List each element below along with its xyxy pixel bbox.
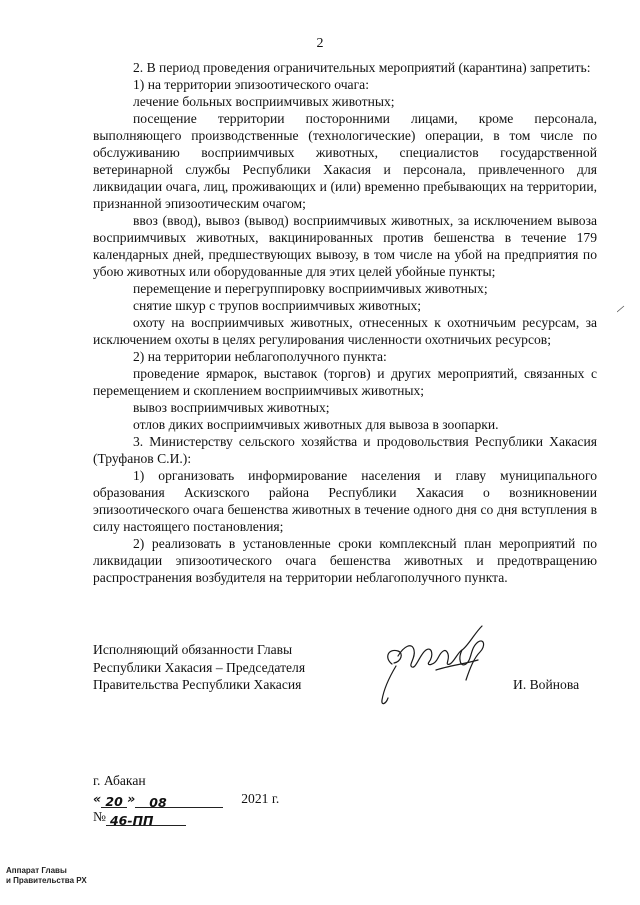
- number-value: 46-ПП: [106, 812, 186, 826]
- place-date-block: [93, 772, 279, 826]
- document-body: [93, 59, 597, 586]
- date-line: [93, 790, 279, 808]
- date-close-quote: »: [127, 791, 136, 806]
- signatory-title-line: Республики Хакасия – Председателя: [93, 659, 306, 675]
- paragraph: посещение территории посторонними лицами, кроме персонала, выполняющего производственные (технологические) операции, в том числе по обслуживанию восприимчивых животных, специалистов государственной ветеринарной службы Республики Хакасия и персонала, привлеченного для ликвидации очага, лиц, проживающих и (или) временно пребывающих на территории, признанной эпизоотическим очагом;: [93, 111, 597, 211]
- signatory-title-line: Правительства Республики Хакасия: [93, 677, 302, 692]
- paragraph: 1) организовать информирование населения и главу муниципального образования Аскизского района Республики Хакасия о возникновении эпизоотического очага бешенства животных в течение одного дня со дня вступления в силу настоящего постановления;: [93, 468, 597, 534]
- paragraph: 2) реализовать в установленные сроки комплексный план мероприятий по ликвидации эпизоотического очага бешенства животных и предотвращению распространения возбудителя на территории неблагополучного пункта.: [93, 536, 597, 585]
- paragraph: лечение больных восприимчивых животных;: [133, 94, 395, 109]
- paragraph: 3. Министерству сельского хозяйства и продовольствия Республики Хакасия (Труфанов С.И.):: [93, 434, 597, 466]
- paragraph: проведение ярмарок, выставок (торгов) и других мероприятий, связанных с перемещением и скоплением восприимчивых животных;: [93, 366, 597, 398]
- signatory-title: [93, 641, 305, 694]
- paragraph: отлов диких восприимчивых животных для вывоза в зоопарки.: [133, 417, 499, 432]
- paragraph: 2. В период проведения ограничительных мероприятий (карантина) запретить:: [133, 60, 591, 75]
- registry-stamp: [6, 866, 87, 886]
- paragraph: перемещение и перегруппировку восприимчивых животных;: [133, 281, 488, 296]
- signatory-name: И. Войнова: [513, 677, 580, 692]
- stamp-line: и Правительства РХ: [6, 876, 87, 885]
- stamp-line: Аппарат Главы: [6, 866, 67, 875]
- date-day: 20: [101, 793, 127, 808]
- handwritten-signature: [374, 620, 504, 715]
- paragraph: 1) на территории эпизоотического очага:: [133, 77, 369, 92]
- date-month: 08: [135, 794, 223, 808]
- paragraph: вывоз восприимчивых животных;: [133, 400, 330, 415]
- number-line: [93, 808, 279, 826]
- signatory-title-line: Исполняющий обязанности Главы: [93, 642, 293, 657]
- date-open-quote: «: [93, 791, 102, 806]
- paragraph: снятие шкур с трупов восприимчивых животных;: [133, 298, 422, 313]
- paragraph: ввоз (ввод), вывоз (вывод) восприимчивых животных, за исключением вывоза восприимчивых животных, вакцинированных против бешенства в течение 179 календарных дней, предшествующих вывозу, в том числе на убой на предприятия по убою животных или оборудованные для этих целей убойные пункты;: [93, 213, 597, 279]
- paragraph: охоту на восприимчивых животных, отнесенных к охотничьим ресурсам, за исключением охоты в целях регулирования численности охотничьих ресурсов;: [93, 315, 597, 347]
- date-year: 2021 г.: [241, 791, 280, 806]
- place: г. Абакан: [93, 773, 146, 788]
- page-number: 2: [316, 36, 324, 51]
- number-label: №: [93, 809, 106, 824]
- paragraph: 2) на территории неблагополучного пункта:: [133, 349, 387, 364]
- margin-mark: [617, 305, 625, 313]
